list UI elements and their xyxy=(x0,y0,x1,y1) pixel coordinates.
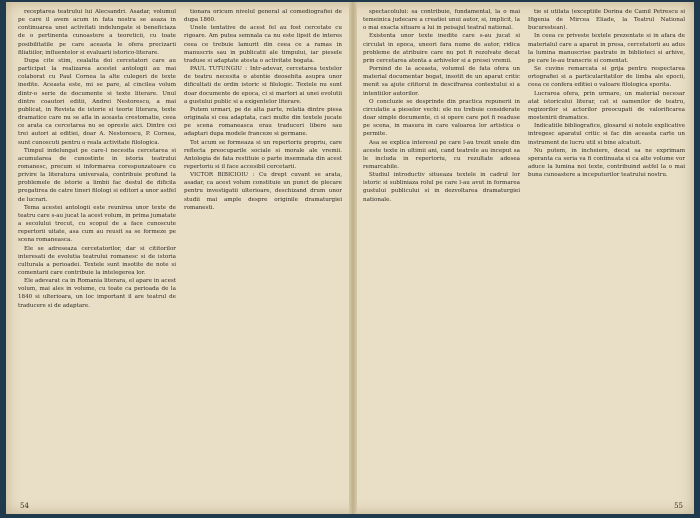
paragraph: Se cuvine remarcata si grija pentru respectarea ortografiei si a particularitatilor de limba ale epocii, ceea ce confera editiei o valoare filologica sporita. xyxy=(528,66,685,89)
paragraph: Unele tentative de acest fel au fost cercetate cu rigoare. Am putea semnala ca nu este lipsit de interes ceea ce trebuie lamurit din ceea ce a ramas in manuscris sau in publicatii ale timpului, iar piesele traduse si adaptate atesta o activitate bogata. xyxy=(184,25,342,64)
paragraph: Putem urmari, pe de alta parte, relatia dintre piesa originala si cea adaptata, caci multe din textele jucate pe scena romaneasca erau traduceri libere sau adaptari dupa modele franceze si germane. xyxy=(184,106,342,138)
paragraph: VICTOR BIBICIOIU : Cu drept cuvant se arata, asadar, ca acest volum constituie un punct de plecare pentru investigatii ulterioare, deschizand drum unor studii mai ample despre originile dramaturgiei romanesti. xyxy=(184,172,342,211)
paragraph: Timpul indelungat pe care-l necesita cercetarea si acumularea de cunostinte in istoria teatrului romanesc, precum si informarea corespunzatoare cu privire la literatura universala, contribuie profund la problemele de istorie a limbii fac destul de dificila pregatirea de catre tineri filologi si editori a unor astfel de lucrari. xyxy=(18,147,176,203)
page-number: 55 xyxy=(674,502,683,510)
left-column-1 xyxy=(18,8,176,500)
paragraph: Nu putem, in incheiere, decat sa ne exprimam speranta ca seria va fi continuata si ca alte volume vor aduce la lumina noi texte, contribuind astfel la o mai buna cunoastere a inceputurilor teatrului nostru. xyxy=(528,147,685,179)
paragraph: PAUL TUTUNGIU : Intr-adevar, cercetarea textelor de teatru necesita o atentie deosebita asupra unor dificultati de ordin istoric si filologic. Textele nu sunt doar documente de epoca, ci si martori ai unei evolutii a gustului public si a exigentelor literare. xyxy=(184,66,342,105)
paragraph: Studiul introductiv situeaza textele in cadrul lor istoric si subliniaza rolul pe care l-au avut in formarea gustului publicului si in dezvoltarea dramaturgiei nationale. xyxy=(363,172,520,203)
paragraph: spectacolului: sa contribuie, fundamental, la o mai temeinica judecare a creatiei unui autor, si, implicit, la o mai exacta situare a lui in peisajul teatral national. xyxy=(363,9,520,32)
paragraph: Ele se adreseaza cercetatorilor, dar si cititorilor interesati de evolutia teatrului romanesc si de istoria culturala a perioadei. Textele sunt insotite de note si comentarii care contribuie la intelegerea lor. xyxy=(18,245,176,276)
left-column-2 xyxy=(184,8,342,500)
paragraph: tie si utilata (exceptiile Dorina de Camil Petrescu si Ifigenia de Mircea Eliade, la Teatrul National bucurestean). xyxy=(528,9,685,32)
book-gutter xyxy=(349,2,357,514)
page-number: 54 xyxy=(20,502,29,510)
paragraph: tionara oricum nivelul general al comediografiei de dupa 1860. xyxy=(184,9,342,24)
left-page xyxy=(18,8,342,508)
paragraph: In ceea ce priveste textele prezentate si in afara de materialul care a aparut in presa, cercetatorii au adus la lumina manuscrise pastrate in biblioteci si arhive, pe care le-au transcris si comentat. xyxy=(528,33,685,64)
paragraph: Tema acestei antologii este reunirea unor texte de teatru care s-au jucat la acest volum, in prima jumatate a secolului trecut, cu scopul de a face cunoscute repertorii uitate, asa cum au reusit sa se formeze pe scena romaneasca. xyxy=(18,204,176,244)
paragraph: Existenta unor texte inedite care s-au jucat si circulat in epoca, uneori fara nume de autor, ridica probleme de atribuire care nu pot fi rezolvate decat prin cercetarea atenta a arhivelor si a presei vremii. xyxy=(363,33,520,64)
paragraph: Dupa cite stim, cealalta doi cercetatori care au participat la realizarea acestei antologii au mai colaborat cu Paul Cornea la alte culegeri de texte inedite. Aceasta este, mi se pare, al cincilea volum dintr-o serie de documente si texte literare. Unul dintre coautori editii, Andrei Nestorescu, a mai publicat, in Revista de istorie si teorie literara, texte dramatice care nu se afla in aceasta crestomatie, ceea ce arata ca cercetarea nu se opreste aici. Dintre cei trei autori ai editiei, doar A. Nestorescu, P. Cornea, sunt cunoscuti pentru o reala activitate filologica. xyxy=(18,57,176,146)
right-column-2 xyxy=(528,8,685,500)
right-page xyxy=(363,8,685,508)
paragraph: O concluzie se desprinde din practica repunerii in circulatie a pieselor vechi: ele nu trebuie considerate doar simple documente, ci si opere care pot fi readuse pe scena, in masura in care valoarea lor artistica o permite. xyxy=(363,98,520,138)
paragraph: Pornind de la aceasta, volumul de fata ofera un material documentar bogat, insotit de un aparat critic menit sa ajute cititorul in descifrarea contextului si a intentiilor autorilor. xyxy=(363,66,520,97)
paragraph: Indicatiile bibliografice, glosarul si notele explicative intregesc aparatul critic si fac din aceasta carte un instrument de lucru util si bine alcatuit. xyxy=(528,123,685,146)
paragraph: Asa se explica interesul pe care l-au trezit unele din aceste texte in ultimii ani, cand teatrele au inceput sa le includa in repertoriu, cu rezultate adesea remarcabile. xyxy=(363,139,520,170)
paragraph: Ele adevarat ca in Romania literara, el apare in acest volum, mai ales in volume, cu toate ca perioada de la 1840 si ulterioara, un loc important il are teatrul de traducere si de adaptare. xyxy=(18,278,176,309)
right-column-1 xyxy=(363,8,520,500)
book-spread xyxy=(6,2,694,514)
paragraph: Lucrarea ofera, prin urmare, un material necesar atat istoricului literar, cat si oamenilor de teatru, regizorilor si actorilor preocupati de valorificarea mostenirii dramatice. xyxy=(528,90,685,122)
paragraph: receptarea teatrului lui Alecsandri. Asadar, volumul pe care il avem acum in fata nostra se asaza in continuarea unei activitati indelungate si beneficiaza de o pertinenta cunoastere a teoreticii, cu toate posibilitatile pe care aceasta le ofera precizarii filiatiilor, influentelor si evaluarii istorico-literare. xyxy=(18,9,176,56)
paragraph: Tot acum se formeaza si un repertoriu propriu, care reflecta preocuparile sociale si morale ale vremii. Antologia de fata restituie o parte insemnata din acest repertoriu si il face accesibil cercetarii. xyxy=(184,139,342,170)
